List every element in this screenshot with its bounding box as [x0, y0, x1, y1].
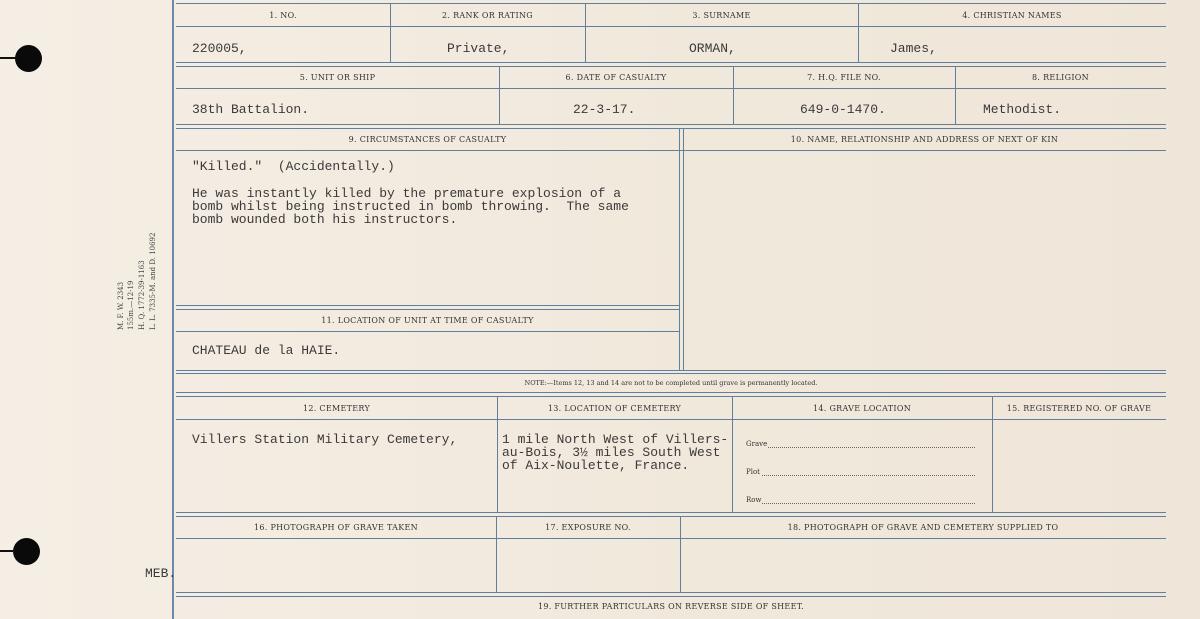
- label-unit: 5. UNIT OR SHIP: [299, 73, 376, 82]
- circumstances-line-4: bomb whilst being instructed in bomb throwing. The same: [192, 199, 629, 214]
- label-date-of-casualty: 6. DATE OF CASUALTY: [565, 73, 667, 82]
- label-surname: 3. SURNAME: [692, 11, 751, 20]
- grave-field-label: Grave: [746, 440, 768, 448]
- label-location-of-unit: 11. LOCATION OF UNIT AT TIME OF CASUALTY: [321, 316, 534, 325]
- value-religion: Methodist.: [983, 102, 1062, 117]
- clerk-initials: MEB.: [145, 566, 177, 581]
- value-hq-file: 649-0-1470.: [800, 102, 886, 117]
- label-photograph-taken: 16. PHOTOGRAPH OF GRAVE TAKEN: [254, 523, 418, 532]
- label-rank: 2. RANK OR RATING: [442, 11, 533, 20]
- form-code-3: H. Q. 1772-39-1163: [138, 260, 146, 330]
- label-photograph-supplied: 18. PHOTOGRAPH OF GRAVE AND CEMETERY SUPPLIED TO: [787, 523, 1059, 532]
- value-cemetery: Villers Station Military Cemetery,: [192, 432, 458, 447]
- form-code-2: 155m.—12-19: [127, 280, 135, 330]
- value-surname: ORMAN,: [689, 41, 736, 56]
- footer-note: 19. FURTHER PARTICULARS ON REVERSE SIDE OF SHEET.: [537, 602, 805, 611]
- circumstances-line-1: "Killed." (Accidentally.): [192, 159, 395, 174]
- label-cemetery: 12. CEMETERY: [302, 404, 371, 413]
- label-christian-names: 4. CHRISTIAN NAMES: [962, 11, 1062, 20]
- circumstances-line-5: bomb wounded both his instructors.: [192, 212, 458, 227]
- plot-field-line: [762, 475, 975, 476]
- circumstances-line-3: He was instantly killed by the premature explosion of a: [192, 186, 622, 201]
- punch-hole-bottom: [13, 538, 40, 565]
- label-circumstances: 9. CIRCUMSTANCES OF CASUALTY: [348, 135, 507, 144]
- form-code-4: L. L. 7335-M. and D. 10692: [149, 232, 157, 330]
- value-date-of-casualty: 22-3-17.: [573, 102, 636, 117]
- label-next-of-kin: 10. NAME, RELATIONSHIP AND ADDRESS OF NEXT OF KIN: [790, 135, 1059, 144]
- label-religion: 8. RELIGION: [1032, 73, 1089, 82]
- punch-hole-top: [15, 45, 42, 72]
- cemetery-location-line-2: au-Bois, 3½ miles South West: [502, 445, 721, 460]
- form-code-1: M. F. W. 2343: [117, 281, 125, 330]
- row-field-line: [762, 503, 975, 504]
- value-number: 220005,: [192, 41, 247, 56]
- row-field-label: Row: [746, 496, 762, 504]
- label-location-of-cemetery: 13. LOCATION OF CEMETERY: [547, 404, 682, 413]
- label-registered-no: 15. REGISTERED NO. OF GRAVE: [1006, 404, 1152, 413]
- value-location-of-unit: CHATEAU de la HAIE.: [192, 343, 341, 358]
- plot-field-label: Plot: [746, 468, 760, 476]
- label-hq-file: 7. H.Q. FILE NO.: [807, 73, 881, 82]
- value-rank: Private,: [447, 41, 510, 56]
- label-exposure-no: 17. EXPOSURE NO.: [545, 523, 631, 532]
- margin-line: [172, 0, 174, 619]
- completion-note: NOTE:—Items 12, 13 and 14 are not to be completed until grave is permanently located.: [524, 379, 818, 387]
- grave-field-line: [768, 447, 975, 448]
- cemetery-location-line-3: of Aix-Noulette, France.: [502, 458, 690, 473]
- label-number: 1. NO.: [269, 11, 297, 20]
- label-grave-location: 14. GRAVE LOCATION: [812, 404, 911, 413]
- cemetery-location-line-1: 1 mile North West of Villers-: [502, 432, 729, 447]
- value-unit: 38th Battalion.: [192, 102, 310, 117]
- value-christian-names: James,: [890, 41, 937, 56]
